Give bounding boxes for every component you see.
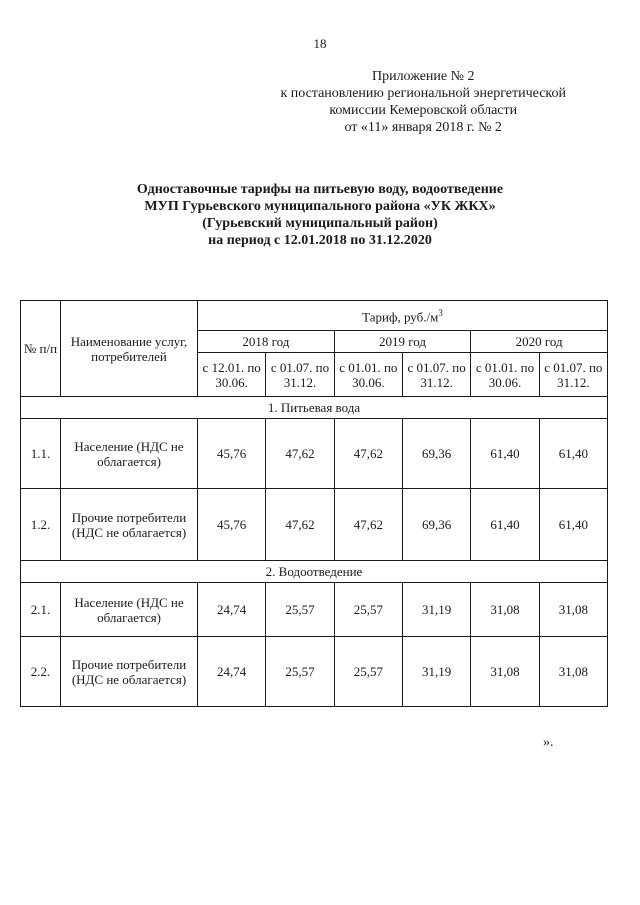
row-num: 2.2. [21, 637, 61, 707]
document-title [0, 181, 640, 249]
tariff-value: 24,74 [198, 637, 266, 707]
row-name: Прочие потребители (НДС не облагается) [61, 489, 198, 561]
title-line: на период с 12.01.2018 по 31.12.2020 [208, 233, 432, 248]
tariff-value: 31,08 [471, 637, 539, 707]
tariff-value: 31,19 [402, 583, 470, 637]
appendix-line: комиссии Кемеровской области [329, 103, 518, 118]
num-header: № п/п [21, 301, 61, 397]
period-header: с 01.07. по 31.12. [539, 353, 607, 397]
tariff-value: 31,08 [471, 583, 539, 637]
row-name: Население (НДС не облагается) [61, 419, 198, 489]
appendix-block [280, 68, 566, 136]
tariff-header-sup: 3 [438, 308, 443, 319]
name-header: Наименование услуг, потребителей [61, 301, 198, 397]
tariff-header-text: Тариф, руб./м [362, 309, 439, 325]
title-line: МУП Гурьевского муниципального района «УК ЖКХ» [144, 199, 496, 214]
tariff-value: 47,62 [334, 489, 402, 561]
tariff-value: 25,57 [334, 583, 402, 637]
row-num: 1.2. [21, 489, 61, 561]
year-header: 2020 год [471, 331, 608, 353]
period-header: с 12.01. по 30.06. [198, 353, 266, 397]
tariff-value: 69,36 [402, 489, 470, 561]
tariff-value: 47,62 [266, 489, 334, 561]
tariff-value: 45,76 [198, 489, 266, 561]
tariff-value: 31,08 [539, 583, 607, 637]
row-name: Прочие потребители (НДС не облагается) [61, 637, 198, 707]
appendix-line: к постановлению региональной энергетической [280, 86, 566, 101]
appendix-line: Приложение № 2 [371, 69, 475, 84]
tariff-value: 69,36 [402, 419, 470, 489]
page-number: 18 [313, 36, 327, 51]
tariff-value: 45,76 [198, 419, 266, 489]
tariff-header [198, 301, 608, 331]
row-num: 1.1. [21, 419, 61, 489]
tariff-value: 47,62 [334, 419, 402, 489]
title-line: Одноставочные тарифы на питьевую воду, водоотведение [136, 182, 504, 197]
period-header: с 01.01. по 30.06. [334, 353, 402, 397]
tariff-value: 25,57 [334, 637, 402, 707]
year-header: 2019 год [334, 331, 471, 353]
tariff-value: 61,40 [471, 489, 539, 561]
closing-quote-mark: ». [543, 735, 554, 750]
row-num: 2.1. [21, 583, 61, 637]
row-name: Население (НДС не облагается) [61, 583, 198, 637]
year-header: 2018 год [198, 331, 335, 353]
period-header: с 01.01. по 30.06. [471, 353, 539, 397]
tariff-table [20, 300, 608, 707]
section-title: 2. Водоотведение [21, 561, 608, 583]
tariff-value: 61,40 [539, 489, 607, 561]
tariff-value: 61,40 [539, 419, 607, 489]
tariff-value: 24,74 [198, 583, 266, 637]
appendix-line: от «11» января 2018 г. № 2 [344, 120, 502, 135]
tariff-value: 31,19 [402, 637, 470, 707]
tariff-value: 31,08 [539, 637, 607, 707]
tariff-value: 25,57 [266, 583, 334, 637]
period-header: с 01.07. по 31.12. [266, 353, 334, 397]
period-header: с 01.07. по 31.12. [402, 353, 470, 397]
tariff-value: 25,57 [266, 637, 334, 707]
title-line: (Гурьевский муниципальный район) [202, 216, 438, 231]
tariff-value: 47,62 [266, 419, 334, 489]
tariff-value: 61,40 [471, 419, 539, 489]
section-title: 1. Питьевая вода [21, 397, 608, 419]
